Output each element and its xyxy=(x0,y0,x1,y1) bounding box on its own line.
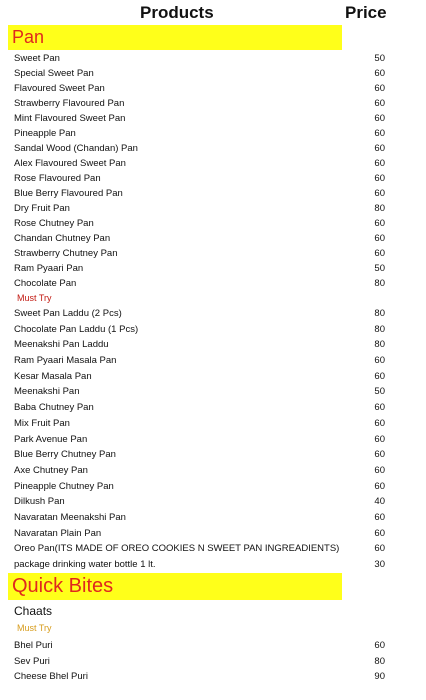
menu-item-price: 80 xyxy=(374,203,385,214)
menu-item-row xyxy=(0,156,426,171)
menu-item-name: Sev Puri xyxy=(14,655,50,667)
menu-item-name: Dilkush Pan xyxy=(14,496,65,508)
menu-item-row xyxy=(0,353,426,369)
menu-item-price: 60 xyxy=(374,640,385,651)
menu-item-name: Special Sweet Pan xyxy=(14,68,94,79)
menu-item-name: Kesar Masala Pan xyxy=(14,370,92,382)
menu-item-row xyxy=(0,432,426,448)
menu-item-row xyxy=(0,479,426,495)
menu-item-name: Bhel Puri xyxy=(14,640,53,651)
menu-item-row xyxy=(0,306,426,322)
menu-item-name: Blue Berry Flavoured Pan xyxy=(14,188,123,199)
section-title: Quick Bites xyxy=(12,575,114,597)
menu-item-price: 60 xyxy=(374,68,385,79)
menu-item-name: Chocolate Pan xyxy=(14,278,77,289)
menu-item-row xyxy=(0,654,426,670)
menu-item-row xyxy=(0,111,426,126)
must-try-note: Must Try xyxy=(17,623,52,633)
menu-item-name: Park Avenue Pan xyxy=(14,433,88,445)
price-column-header: Price xyxy=(345,3,387,22)
menu-item-name: Navaratan Plain Pan xyxy=(14,527,102,539)
menu-item-name: Chandan Chutney Pan xyxy=(14,233,111,244)
menu-item-price: 60 xyxy=(374,113,385,124)
menu-item-row xyxy=(0,669,426,685)
menu-item-name: Blue Berry Chutney Pan xyxy=(14,449,116,461)
menu-item-name: Meenakshi Pan xyxy=(14,386,80,398)
menu-item-row xyxy=(0,541,426,557)
menu-item-name: Rose Chutney Pan xyxy=(14,218,94,229)
menu-item-name: Oreo Pan(ITS MADE OF OREO COOKIES N SWEET PAN INGREADIENTS) xyxy=(14,543,340,555)
subheading-chaats: Chaats xyxy=(14,604,53,618)
menu-item-row xyxy=(0,510,426,526)
menu-item-name: Sweet Pan Laddu (2 Pcs) xyxy=(14,308,122,319)
menu-item-name: Flavoured Sweet Pan xyxy=(14,83,105,94)
menu-item-price: 60 xyxy=(374,98,385,109)
menu-item-row xyxy=(0,96,426,111)
menu-item-price: 80 xyxy=(374,323,385,335)
menu-item-name: Baba Chutney Pan xyxy=(14,402,94,414)
quick-bites-note-wrap xyxy=(0,621,426,636)
menu-item-row xyxy=(0,216,426,231)
menu-item-name: Ram Pyaari Masala Pan xyxy=(14,355,117,367)
menu-item-row xyxy=(0,557,426,573)
menu-item-row xyxy=(0,261,426,276)
menu-item-price: 60 xyxy=(374,480,385,492)
menu-item-name: Pineapple Chutney Pan xyxy=(14,480,114,492)
menu-item-row xyxy=(0,81,426,96)
menu-item-price: 90 xyxy=(374,671,385,682)
menu-item-price: 60 xyxy=(374,233,385,244)
must-try-note: Must Try xyxy=(17,293,52,303)
menu-item-price: 60 xyxy=(374,543,385,555)
menu-item-name: Sweet Pan xyxy=(14,53,60,64)
menu-item-row xyxy=(0,186,426,201)
menu-item-price: 60 xyxy=(374,433,385,445)
menu-item-price: 80 xyxy=(374,339,385,351)
menu-item-name: Strawberry Chutney Pan xyxy=(14,248,118,259)
menu-item-price: 60 xyxy=(374,417,385,429)
menu-item-row xyxy=(0,231,426,246)
menu-item-price: 60 xyxy=(374,370,385,382)
menu-item-price: 60 xyxy=(374,527,385,539)
menu-item-price: 60 xyxy=(374,158,385,169)
menu-item-row xyxy=(0,276,426,291)
section-header-quick-bites xyxy=(8,573,342,600)
menu-item-price: 80 xyxy=(374,278,385,289)
menu-item-name: Dry Fruit Pan xyxy=(14,203,70,214)
menu-item-name: Mint Flavoured Sweet Pan xyxy=(14,113,126,124)
menu-item-row xyxy=(0,322,426,338)
menu-item-row xyxy=(0,384,426,400)
pan-item-list xyxy=(0,51,426,291)
menu-item-row xyxy=(0,494,426,510)
menu-item-row xyxy=(0,337,426,353)
menu-item-price: 80 xyxy=(374,308,385,319)
section-title: Pan xyxy=(12,27,45,47)
menu-item-name: package drinking water bottle 1 lt. xyxy=(14,559,156,570)
menu-item-name: Navaratan Meenakshi Pan xyxy=(14,511,126,523)
menu-item-row xyxy=(0,66,426,81)
menu-item-price: 60 xyxy=(374,402,385,414)
menu-item-row xyxy=(0,51,426,66)
menu-item-price: 60 xyxy=(374,188,385,199)
menu-item-row xyxy=(0,400,426,416)
menu-item-price: 50 xyxy=(374,386,385,398)
menu-item-row xyxy=(0,638,426,654)
menu-item-name: Ram Pyaari Pan xyxy=(14,263,84,274)
menu-item-row xyxy=(0,447,426,463)
menu-item-name: Mix Fruit Pan xyxy=(14,417,70,429)
menu-item-name: Sandal Wood (Chandan) Pan xyxy=(14,143,138,154)
menu-item-name: Axe Chutney Pan xyxy=(14,464,88,476)
menu-item-price: 60 xyxy=(374,511,385,523)
menu-item-price: 60 xyxy=(374,464,385,476)
menu-item-price: 30 xyxy=(374,559,385,570)
menu-item-price: 60 xyxy=(374,128,385,139)
menu-item-price: 60 xyxy=(374,449,385,461)
menu-item-price: 80 xyxy=(374,655,385,667)
menu-item-name: Strawberry Flavoured Pan xyxy=(14,98,125,109)
menu-item-row xyxy=(0,171,426,186)
menu-item-row xyxy=(0,141,426,156)
menu-item-price: 50 xyxy=(374,53,385,64)
menu-item-name: Rose Flavoured Pan xyxy=(14,173,101,184)
menu-item-name: Cheese Bhel Puri xyxy=(14,671,88,682)
menu-item-name: Chocolate Pan Laddu (1 Pcs) xyxy=(14,323,139,335)
quick-bites-item-list xyxy=(0,638,426,685)
menu-item-price: 60 xyxy=(374,143,385,154)
menu-item-row xyxy=(0,526,426,542)
menu-item-row xyxy=(0,369,426,385)
menu-item-price: 60 xyxy=(374,355,385,367)
menu-item-row xyxy=(0,246,426,261)
menu-item-price: 60 xyxy=(374,218,385,229)
pan-item-list-2 xyxy=(0,306,426,573)
pan-must-try-note-wrap xyxy=(0,291,426,306)
menu-item-price: 60 xyxy=(374,248,385,259)
menu-item-row xyxy=(0,416,426,432)
menu-item-price: 60 xyxy=(374,83,385,94)
section-header-pan xyxy=(8,25,342,50)
menu-item-name: Meenakshi Pan Laddu xyxy=(14,339,109,351)
menu-item-price: 40 xyxy=(374,496,385,508)
menu-item-name: Alex Flavoured Sweet Pan xyxy=(14,158,126,169)
menu-item-price: 50 xyxy=(374,263,385,274)
menu-item-row xyxy=(0,463,426,479)
menu-item-row xyxy=(0,126,426,141)
menu-item-row xyxy=(0,201,426,216)
products-column-header: Products xyxy=(140,3,214,22)
menu-item-name: Pineapple Pan xyxy=(14,128,76,139)
menu-item-price: 60 xyxy=(374,173,385,184)
